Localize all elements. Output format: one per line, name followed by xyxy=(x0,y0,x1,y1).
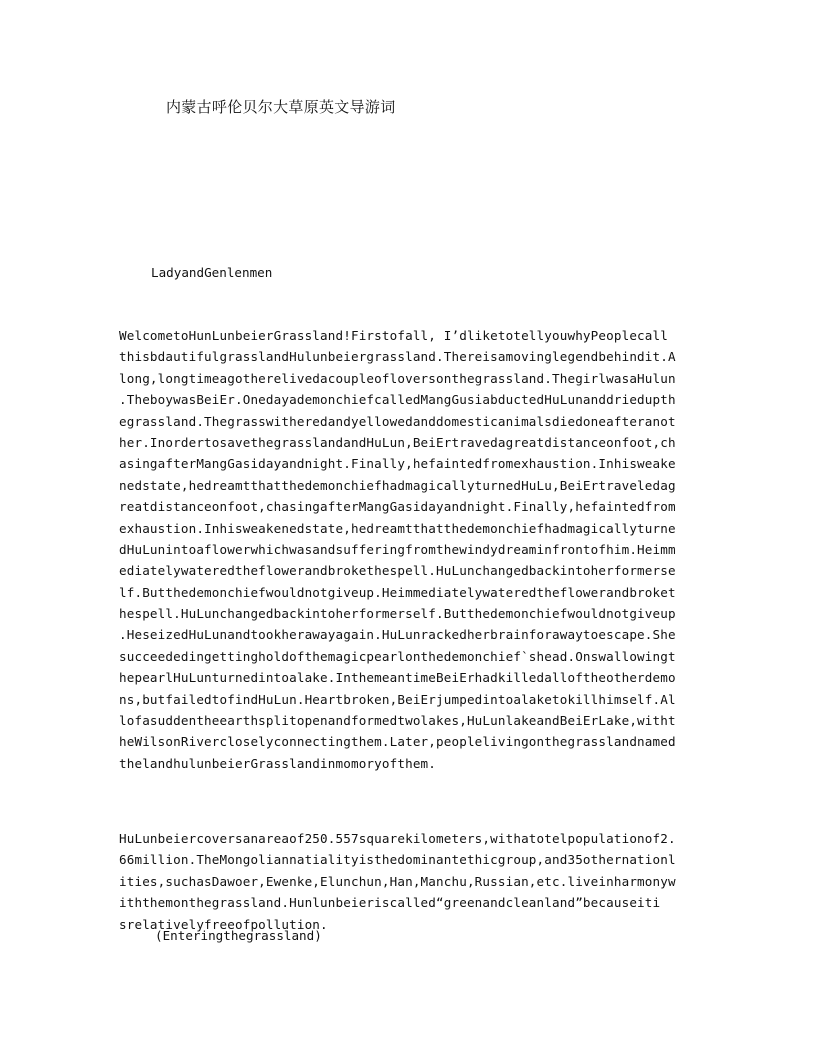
paragraph-line: reatdistanceonfoot,chasingafterMangGasidayandnight.Finally,hefaintedfrom xyxy=(119,499,676,515)
paragraph-line: iththemonthegrassland.Hunlunbeieriscalled“greenandcleanland”becauseiti xyxy=(119,895,661,911)
paragraph-line: long,longtimeagotherelivedacoupleofloversonthegrassland.ThegirlwasaHulun xyxy=(119,370,676,386)
paragraph-line: succeededingettingholdofthemagicpearlonthedemonchief`shead.Onswallowingt xyxy=(119,648,676,664)
population-paragraph xyxy=(119,828,699,935)
paragraph-line: srelativelyfreeofpollution. xyxy=(119,916,328,932)
paragraph-line: hespell.HuLunchangedbackintoherformerself.Butthedemonchiefwouldnotgiveup xyxy=(119,606,676,622)
document-title: 内蒙古呼伦贝尔大草原英文导游词 xyxy=(166,98,396,116)
greeting-line: LadyandGenlenmen xyxy=(151,265,273,280)
paragraph-line: 66million.TheMongoliannatialityisthedominantethicgroup,and35othernationl xyxy=(119,852,676,868)
paragraph-line: ities,suchasDawoer,Ewenke,Elunchun,Han,Manchu,Russian,etc.liveinharmonyw xyxy=(119,873,676,889)
paragraph-line: egrassland.Thegrasswitheredandyellowedanddomesticanimalsdiedoneafteranot xyxy=(119,413,676,429)
paragraph-line: hepearlHuLunturnedintoalake.InthemeantimeBeiErhadkilledalloftheotherdemo xyxy=(119,670,676,686)
paragraph-line: ns,butfailedtofindHuLun.Heartbroken,BeiErjumpedintoalaketokillhimself.Al xyxy=(119,691,676,707)
paragraph-line: heWilsonRivercloselyconnectingthem.Later,peoplelivingonthegrasslandnamed xyxy=(119,734,676,750)
paragraph-line: HuLunbeiercoversanareaof250.557squarekilometers,withatotelpopulationof2. xyxy=(119,831,676,846)
paragraph-line: nedstate,hedreamtthatthedemonchiefhadmagicallyturnedHuLu,BeiErtraveledag xyxy=(119,477,676,493)
paragraph-line: lf.Butthedemonchiefwouldnotgiveup.Heimmediatelywateredtheflowerandbroket xyxy=(119,584,676,600)
paragraph-line: .HeseizedHuLunandtookherawayagain.HuLunrackedherbrainforawaytoescape.She xyxy=(119,627,676,643)
paragraph-line: thisbdautifulgrasslandHulunbeiergrassland.Thereisamovinglegendbehindit.A xyxy=(119,349,676,365)
paragraph-line: dHuLunintoaflowerwhichwasandsufferingfromthewindydreaminfrontofhim.Heimm xyxy=(119,541,676,557)
paragraph-line: asingafterMangGasidayandnight.Finally,hefaintedfromexhaustion.Inhisweake xyxy=(119,456,676,472)
paragraph-line: .TheboywasBeiEr.OnedayademonchiefcalledMangGusiabductedHuLunanddriedupth xyxy=(119,392,676,408)
paragraph-line: exhaustion.Inhisweakenedstate,hedreamtthatthedemonchiefhadmagicallyturne xyxy=(119,520,676,536)
legend-paragraph xyxy=(119,325,699,774)
paragraph-line: lofasuddentheearthsplitopenandformedtwolakes,HuLunlakeandBeiErLake,witht xyxy=(119,713,676,729)
paragraph-line: ediatelywateredtheflowerandbrokethespell.HuLunchangedbackintoherformerse xyxy=(119,563,676,579)
paragraph-line: thelandhulunbeierGrasslandinmomoryofthem. xyxy=(119,755,437,771)
section-heading: (Enteringthegrassland) xyxy=(155,928,322,943)
paragraph-line: her.InordertosavethegrasslandandHuLun,BeiErtravedagreatdistanceonfoot,ch xyxy=(119,434,676,450)
paragraph-line: WelcometoHunLunbeierGrassland!Firstofall, I’dliketotellyouwhyPeoplecall xyxy=(119,328,668,343)
